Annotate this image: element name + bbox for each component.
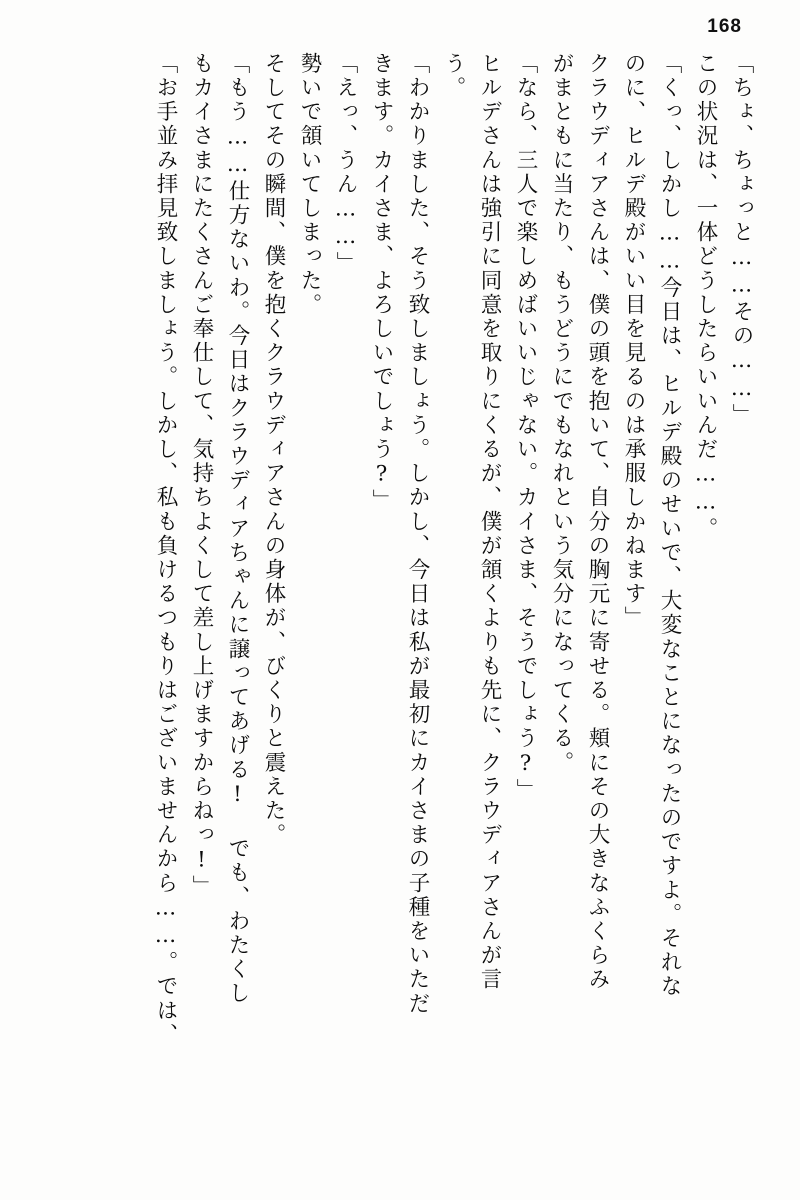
text-line: そしてその瞬間、僕を抱くクラウディアさんの身体が、びくりと震えた。 (261, 52, 286, 848)
text-line: 「くっ、しかし……今日は、ヒルデ殿のせいで、大変なことになったのですよ。それな (657, 52, 682, 999)
page-number: 168 (707, 16, 742, 37)
text-line: 「なら、三人で楽しめばいいじゃない。カイさま、そうでしょう?」 (513, 52, 538, 803)
text-line: のに、ヒルデ殿がいい目を見るのは承服しかねます」 (621, 52, 646, 631)
text-line: 「えっ、うん……」 (333, 52, 358, 276)
text-line: う。 (441, 52, 466, 101)
text-line: もカイさまにたくさんご奉仕して、気持ちよくして差し上げますからねっ!」 (189, 52, 214, 899)
text-line: 「わかりました、そう致しましょう。しかし、今日は私が最初にカイさまの子種をいただ (405, 52, 430, 1016)
vertical-text-body (40, 52, 752, 1172)
text-line: ヒルデさんは強引に同意を取りにくるが、僕が頷くよりも先に、クラウディアさんが言 (477, 52, 502, 992)
text-line: 「お手並み拝見致しましょう。しかし、私も負けるつもりはございませんから……。では、 (153, 52, 178, 1048)
text-line: きます。カイさま、よろしいでしょう?」 (369, 52, 394, 514)
text-line: クラウディアさんは、僕の頭を抱いて、自分の胸元に寄せる。頬にその大きなふくらみ (585, 52, 610, 992)
text-line: 「ちょ、ちょっと……その……」 (729, 52, 754, 428)
text-line: この状況は、一体どうしたらいいんだ……。 (693, 52, 718, 541)
text-line: 勢いで頷いてしまった。 (297, 52, 322, 318)
text-line: 「もう……仕方ないわ。今日はクラウディアちゃんに譲ってあげる! でも、わたくし (225, 52, 250, 1006)
text-line: がまともに当たり、もうどうにでもなれという気分になってくる。 (549, 52, 574, 775)
